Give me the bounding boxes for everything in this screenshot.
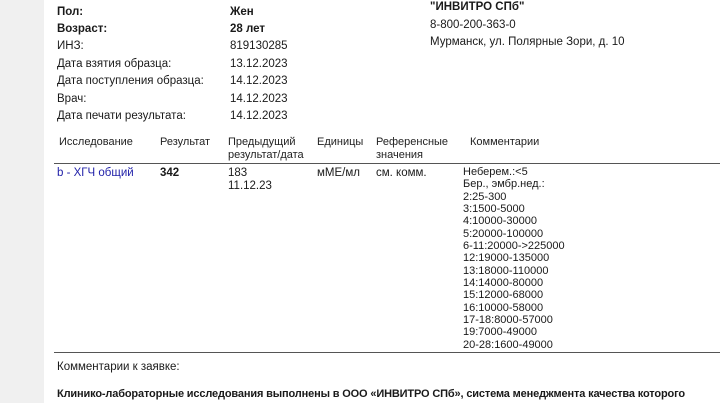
sex-label: Пол:	[57, 6, 84, 18]
previous-date: 11.12.23	[228, 180, 272, 192]
printed-value: 14.12.2023	[230, 110, 288, 122]
comment-line: 20-28:1600-49000	[463, 338, 553, 351]
comment-line: 15:12000-68000	[463, 289, 544, 302]
comment-line: 2:25-300	[463, 190, 507, 203]
header-reference-2: значения	[376, 149, 424, 161]
comment-line: 13:18000-110000	[463, 264, 549, 277]
header-units: Единицы	[317, 136, 364, 148]
sample-received-value: 14.12.2023	[230, 75, 288, 87]
comment-line: Бер., эмбр.нед.:	[463, 178, 545, 191]
units-value: мМЕ/мл	[317, 167, 360, 179]
comment-line: 12:19000-135000	[463, 252, 550, 265]
lab-name: "ИНВИТРО СПб"	[430, 1, 525, 13]
comment-line: 5:20000-100000	[463, 227, 544, 240]
comment-line: 4:10000-30000	[463, 215, 538, 228]
header-divider	[54, 163, 720, 164]
comment-line: 14:14000-80000	[463, 277, 544, 290]
inz-label: ИНЗ:	[57, 40, 84, 52]
age-label: Возраст:	[57, 23, 108, 35]
doctor-value: 14.12.2023	[230, 93, 288, 105]
request-comments-label: Комментарии к заявке:	[57, 361, 180, 373]
comment-line: 17-18:8000-57000	[463, 314, 553, 327]
comments-list	[463, 166, 565, 351]
sample-taken-value: 13.12.2023	[230, 58, 288, 70]
previous-value: 183	[228, 167, 248, 179]
sample-taken-label: Дата взятия образца:	[57, 58, 172, 70]
lab-address: Мурманск, ул. Полярные Зори, д. 10	[430, 36, 625, 48]
header-previous-2: результат/дата	[228, 149, 304, 161]
age-value: 28 лет	[230, 23, 266, 35]
result-value: 342	[160, 167, 180, 179]
sex-value: Жен	[230, 6, 254, 18]
disclaimer-text: Клинико-лабораторные исследования выполнены в ООО «ИНВИТРО СПб», система менеджмента качества которого	[57, 388, 685, 400]
sample-received-label: Дата поступления образца:	[57, 75, 204, 87]
reference-value: см. комм.	[376, 167, 427, 179]
doctor-label: Врач:	[57, 93, 87, 105]
header-previous-1: Предыдущий	[228, 136, 296, 148]
comment-line: 6-11:20000->225000	[463, 240, 565, 253]
inz-value: 819130285	[230, 40, 288, 52]
comment-line: 16:10000-58000	[463, 301, 544, 314]
lab-phone: 8-800-200-363-0	[430, 19, 516, 31]
test-name: b - ХГЧ общий	[57, 167, 134, 179]
comment-line: Неберем.:<5	[463, 166, 528, 178]
row-divider	[54, 352, 720, 353]
header-test: Исследование	[59, 136, 133, 148]
header-reference-1: Референсные	[376, 136, 449, 148]
lab-result-page	[44, 0, 720, 403]
header-result: Результат	[160, 136, 211, 148]
header-comments: Комментарии	[470, 136, 540, 148]
comment-line: 3:1500-5000	[463, 203, 525, 216]
comment-line: 19:7000-49000	[463, 326, 538, 339]
printed-label: Дата печати результата:	[57, 110, 186, 122]
